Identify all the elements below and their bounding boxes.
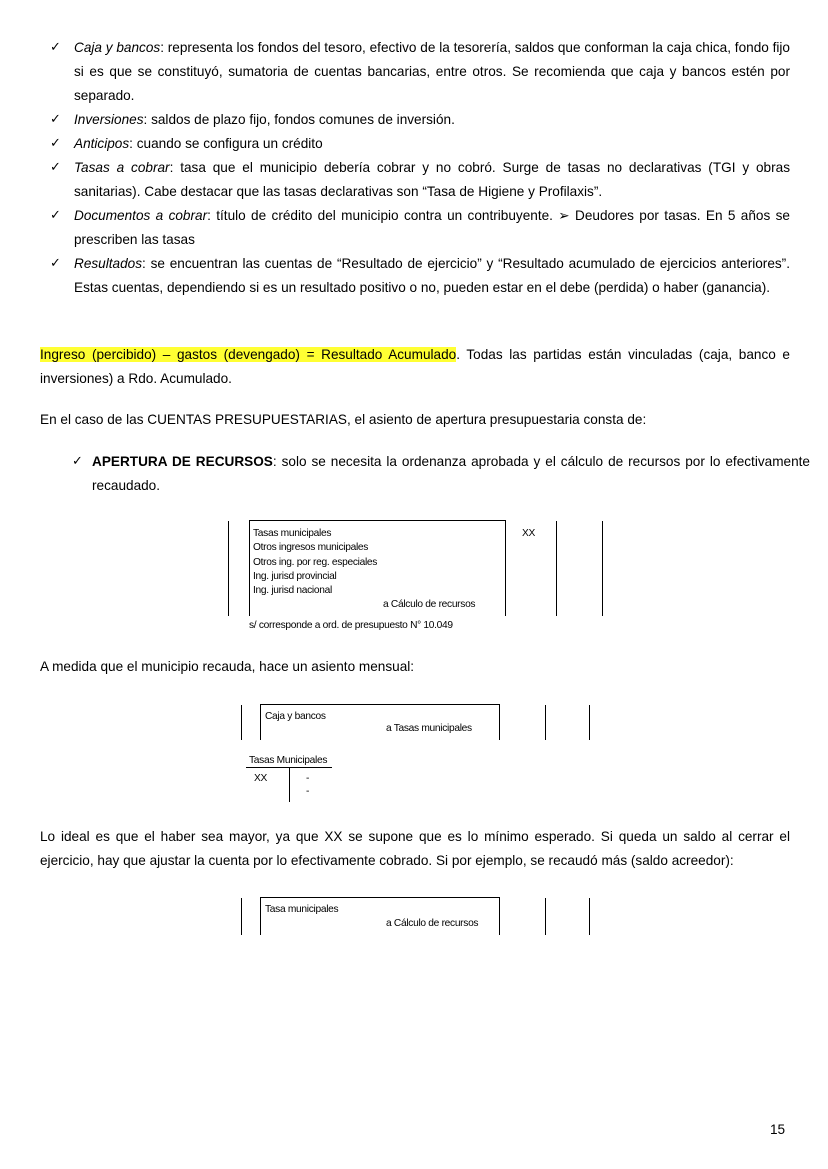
list-item-apertura-recursos	[72, 450, 810, 498]
t-account-title: Tasas Municipales	[249, 755, 328, 766]
check-icon: ✓	[50, 136, 61, 151]
amount: XX	[522, 528, 535, 539]
check-icon: ✓	[50, 40, 61, 55]
presupuestarias-intro: En el caso de las CUENTAS PRESUPUESTARIAS, el asiento de apertura presupuestaria consta de:	[40, 412, 647, 427]
check-icon: ✓	[50, 256, 61, 271]
list-item-documentos-a-cobrar: ✓ Documentos a cobrar: título de crédito del municipio contra un contribuyente. ➢ Deudores por tasas. En 5 años se prescriben las tasas	[40, 204, 790, 252]
t-account-credit: -	[306, 773, 310, 784]
check-icon: ✓	[72, 454, 83, 469]
definition: se encuentran las cuentas de “Resultado de ejercicio” y “Resultado acumulado de ejercicios anteriores”. Estas cuentas, dependiendo si es un resultado positivo o no, pueden estar en el debe (perdida) o haber (ganancia).	[74, 256, 790, 295]
term: APERTURA DE RECURSOS	[92, 454, 273, 469]
mensual-intro: A medida que el municipio recauda, hace un asiento mensual:	[40, 659, 415, 674]
debit-account: Tasas municipales	[253, 528, 332, 539]
term: Anticipos	[74, 136, 130, 151]
definition: cuando se configura un crédito	[132, 136, 323, 151]
check-icon: ✓	[50, 112, 61, 127]
account-definitions-list	[40, 36, 790, 300]
list-item-tasas-a-cobrar: ✓ Tasas a cobrar: tasa que el municipio debería cobrar y no cobró. Surge de tasas no declarativas (TGI y obras sanitarias). Cabe destacar que las tasas declarativas son “Tasa de Higiene y Profilaxis”.	[40, 156, 790, 204]
term: Tasas a cobrar	[74, 160, 170, 175]
definition: título de crédito del municipio contra un contribuyente. ➢ Deudores por tasas. En 5 años se prescriben las tasas	[74, 208, 790, 247]
highlighted-formula: Ingreso (percibido) – gastos (devengado) = Resultado Acumulado	[40, 347, 457, 362]
check-icon: ✓	[50, 160, 61, 175]
list-item-inversiones: ✓ Inversiones: saldos de plazo fijo, fondos comunes de inversión.	[40, 108, 790, 132]
credit-account: a Tasas municipales	[386, 723, 472, 734]
t-account-credit: -	[306, 786, 310, 797]
list-item-caja-bancos: ✓ Caja y bancos: representa los fondos del tesoro, efectivo de la tesorería, saldos que conforman la caja chica, fondo fijo si es que se constituyó, sumatoria de cuentas bancarias, entre otros. Se recomienda que caja y bancos estén por separado.	[40, 36, 790, 108]
credit-account: a Cálculo de recursos	[386, 918, 479, 929]
definition: tasa que el municipio debería cobrar y no cobró. Surge de tasas no declarativas (TGI y obras sanitarias). Cabe destacar que las tasas declarativas son “Tasa de Higiene y Profilaxis”.	[74, 160, 790, 199]
formula-paragraph: Ingreso (percibido) – gastos (devengado) = Resultado Acumulado. Todas las partidas están vinculadas (caja, banco e inversiones) a Rdo. Acumulado.	[40, 347, 790, 386]
t-account-debit: XX	[254, 773, 267, 784]
page-number: 15	[770, 1122, 786, 1137]
definition: representa los fondos del tesoro, efectivo de la tesorería, saldos que conforman la caja chica, fondo fijo si es que se constituyó, sumatoria de cuentas bancarias, entre otros. Se recomienda que caja y bancos estén por separado.	[74, 40, 790, 103]
list-item-anticipos: ✓ Anticipos: cuando se configura un crédito	[40, 132, 790, 156]
debit-account: Ing. jurisd nacional	[253, 585, 332, 596]
debit-account: Tasa municipales	[265, 904, 339, 915]
definition: saldos de plazo fijo, fondos comunes de inversión.	[147, 112, 455, 127]
term: Resultados	[74, 256, 143, 271]
ideal-paragraph: Lo ideal es que el haber sea mayor, ya que XX se supone que es lo mínimo esperado. Si queda un saldo al cerrar el ejercicio, hay que ajustar la cuenta por lo efectivamente cobrado. Si por ejemplo, se recaudó más (saldo acreedor):	[40, 829, 790, 868]
credit-account: a Cálculo de recursos	[383, 599, 476, 610]
debit-account: Ing. jurisd provincial	[253, 571, 337, 582]
debit-account: Caja y bancos	[265, 711, 326, 722]
term: Inversiones	[74, 112, 144, 127]
list-item-resultados: ✓ Resultados: se encuentran las cuentas de “Resultado de ejercicio” y “Resultado acumulado de ejercicios anteriores”. Estas cuentas, dependiendo si es un resultado positivo o no, pueden estar en el debe (perdida) o haber (ganancia).	[40, 252, 790, 300]
check-icon: ✓	[50, 208, 61, 223]
entry-note: s/ corresponde a ord. de presupuesto N° 10.049	[249, 620, 453, 631]
term: Documentos a cobrar	[74, 208, 208, 223]
debit-account: Otros ingresos municipales	[253, 542, 369, 553]
definition: : solo se necesita la ordenanza aprobada y el cálculo de recursos por lo efectivamente recaudado.	[92, 454, 810, 493]
debit-account: Otros ing. por reg. especiales	[253, 557, 378, 568]
term: Caja y bancos	[74, 40, 161, 55]
